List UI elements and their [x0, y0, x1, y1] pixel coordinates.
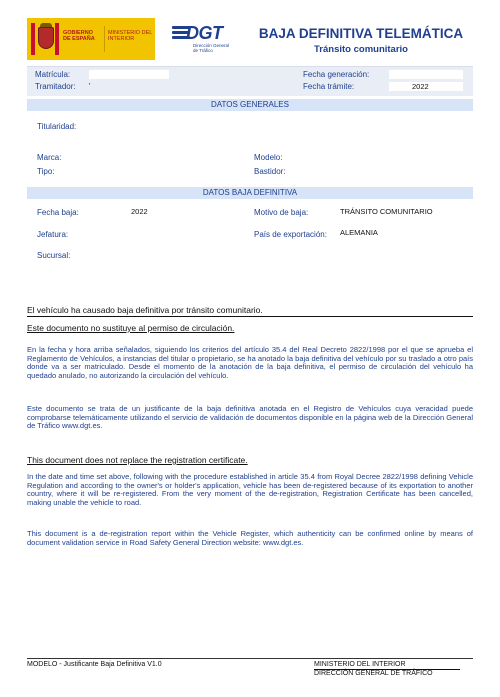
tramitador-value: ' [89, 81, 91, 90]
fecha-generacion-redacted [389, 70, 463, 79]
datos-generales-header: DATOS GENERALES [27, 99, 473, 111]
footer-model: MODELO - Justificante Baja Definitiva V1.0 [27, 661, 162, 668]
notice-baja: El vehículo ha causado baja definitiva por tránsito comunitario. [27, 305, 473, 317]
matricula-redacted [89, 70, 169, 79]
notice-english: This document does not replace the registration certificate. [27, 455, 248, 465]
paragraph-es-1: En la fecha y hora arriba señalados, siguiendo los criterios del artículo 35.4 del Real Decreto 2822/1998 por el que se aprueba el Reglamento de Vehículos, a instancias del titular o propietario, se ha anotado la baja definitiva del vehículo por su traslado a otro país donde va a ser matriculado. Desde el momento de la anotación de la baja definitiva, el permiso de circulación del vehículo ha quedado anulado, no autorizando la circulación del vehículo. [27, 345, 473, 380]
footer-ministry: MINISTERIO DEL INTERIOR [314, 661, 460, 670]
pais-exportacion-value: ALEMANIA [340, 228, 378, 237]
tipo-label: Tipo: [37, 167, 55, 176]
fecha-tramite-value: 2022 [412, 82, 429, 91]
paragraph-es-2: Este documento se trata de un justificante de la baja definitiva anotada en el Registro de Vehículos cuya veracidad puede comprobarse telemáticamente utilizando el servicio de validación de documentos disponible en la página web de la Dirección General de Tráfico www.dgt.es. [27, 404, 473, 431]
sucursal-label: Sucursal: [37, 251, 71, 260]
datos-baja-header: DATOS BAJA DEFINITIVA [27, 187, 473, 199]
pais-exportacion-label: País de exportación: [254, 230, 327, 239]
info-box [27, 66, 473, 96]
fecha-baja-label: Fecha baja: [37, 208, 79, 217]
fecha-tramite-label: Fecha trámite: [303, 82, 355, 91]
marca-label: Marca: [37, 153, 62, 162]
document-header [27, 18, 473, 60]
gov-logo-text: GOBIERNO DE ESPAÑA [63, 30, 95, 42]
fecha-baja-value: 2022 [131, 207, 148, 216]
motivo-baja-value: TRÁNSITO COMUNITARIO [340, 207, 433, 216]
footer-divider [27, 658, 473, 659]
motivo-baja-label: Motivo de baja: [254, 208, 309, 217]
jefatura-label: Jefatura: [37, 230, 69, 239]
bastidor-label: Bastidor: [254, 167, 286, 176]
tramitador-label: Tramitador: [35, 82, 76, 91]
footer-direction: DIRECCIÓN GENERAL DE TRÁFICO [314, 670, 433, 677]
coat-of-arms-icon [31, 23, 59, 55]
gobierno-espana-logo [27, 18, 155, 60]
document-subtitle: Tránsito comunitario [314, 44, 408, 55]
document-title: BAJA DEFINITIVA TELEMÁTICA [258, 26, 464, 41]
footer-authority [314, 661, 460, 678]
dgt-logo: DGT Dirección General de Tráfico [172, 21, 232, 59]
modelo-label: Modelo: [254, 153, 283, 162]
paragraph-en-2: This document is a de-registration report within the Vehicle Register, which authenticity can be confirmed online by means of document validation service in Road Safety General Direction website: www.dgt.es. [27, 529, 473, 547]
paragraph-en-1: In the date and time set above, following with the procedure established in article 35.4 from Royal Decree 2822/1998 defining Vehicle Regulation and according to the owner's or holder's application, vehicle has been de-registered because of its exportation to another country, where it will be re-registered. From the very moment of the de-registration, Registration Certificate has been cancelled, making unable the vehicle to road. [27, 472, 473, 507]
titularidad-label: Titularidad: [37, 122, 77, 131]
matricula-label: Matrícula: [35, 70, 71, 79]
ministry-logo-text: MINISTERIO DEL INTERIOR [108, 30, 153, 42]
notice-permiso: Este documento no sustituye al permiso de circulación. [27, 323, 235, 333]
fecha-generacion-label: Fecha generación: [303, 70, 370, 79]
